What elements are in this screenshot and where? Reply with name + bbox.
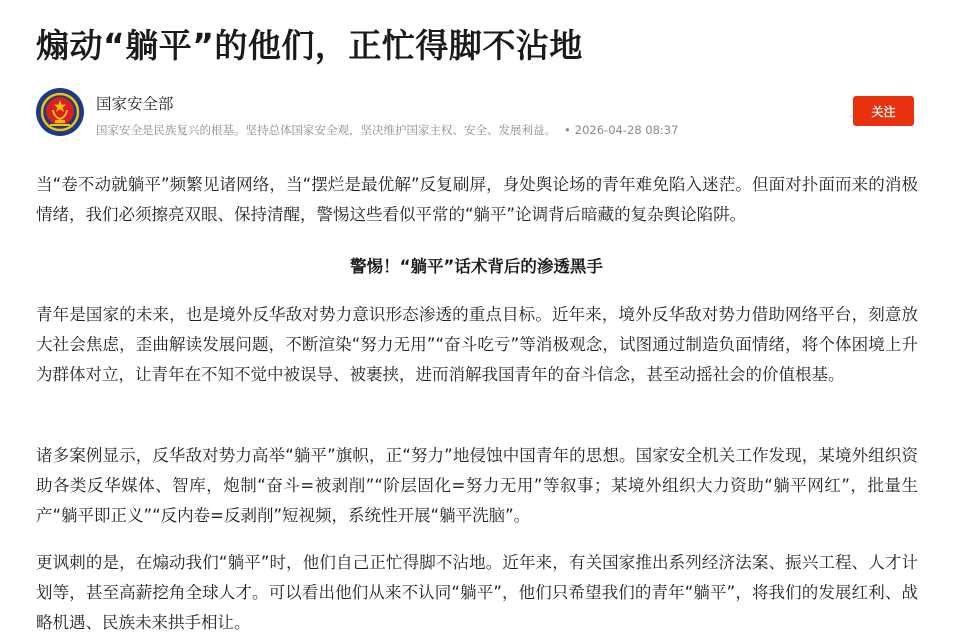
- author-avatar[interactable]: [36, 88, 84, 136]
- article-title: 煽动“躺平”的他们，正忙得脚不沾地: [36, 26, 583, 65]
- body-paragraph-2: 诸多案例显示，反华敌对势力高举“躺平”旗帜，正“努力”地侵蚀中国青年的思想。国家安全机关工作发现，某境外组织资助各类反华媒体、智库，炮制“奋斗=被剥削”“阶层固化=努力无用”等叙事；某境外组织大力资助“躺平网红”，批量生产“躺平即正义”“反内卷=反剥削”短视频，系统性开展“躺平洗脑”。: [36, 446, 918, 525]
- author-bio: 国家安全是民族复兴的根基。坚持总体国家安全观，坚决维护国家主权、安全、发展利益。: [96, 123, 556, 137]
- body-paragraph-3: 更讽刺的是，在煽动我们“躺平”时，他们自己正忙得脚不沾地。近年来，有关国家推出系列经济法案、振兴工程、人才计划等，甚至高薪挖角全球人才。可以看出他们从来不认同“躺平”，他们只希望我们的青年“躺平”，将我们的发展红利、战略机遇、民族未来拱手相让。: [36, 553, 918, 632]
- section-heading: 警惕！“躺平”话术背后的渗透黑手: [350, 257, 603, 276]
- separator-dot: •: [564, 123, 571, 137]
- author-name[interactable]: 国家安全部: [96, 95, 174, 113]
- author-meta: [96, 122, 678, 138]
- national-emblem-icon: [36, 88, 84, 136]
- publish-time: 2026-04-28 08:37: [574, 123, 679, 137]
- follow-button[interactable]: 关注: [853, 96, 914, 126]
- body-paragraph-1: 青年是国家的未来，也是境外反华敌对势力意识形态渗透的重点目标。近年来，境外反华敌对势力借助网络平台，刻意放大社会焦虑，歪曲解读发展问题，不断渲染“努力无用”“奋斗吃亏”等消极观念，试图通过制造负面情绪，将个体困境上升为群体对立，让青年在不知不觉中被误导、被裹挟，进而消解我国青年的奋斗信念，甚至动摇社会的价值根基。: [36, 305, 918, 384]
- intro-paragraph: 当“卷不动就躺平”频繁见诸网络，当“摆烂是最优解”反复刷屏，身处舆论场的青年难免陷入迷茫。但面对扑面而来的消极情绪，我们必须擦亮双眼、保持清醒，警惕这些看似平常的“躺平”论调背后暗藏的复杂舆论陷阱。: [36, 175, 918, 224]
